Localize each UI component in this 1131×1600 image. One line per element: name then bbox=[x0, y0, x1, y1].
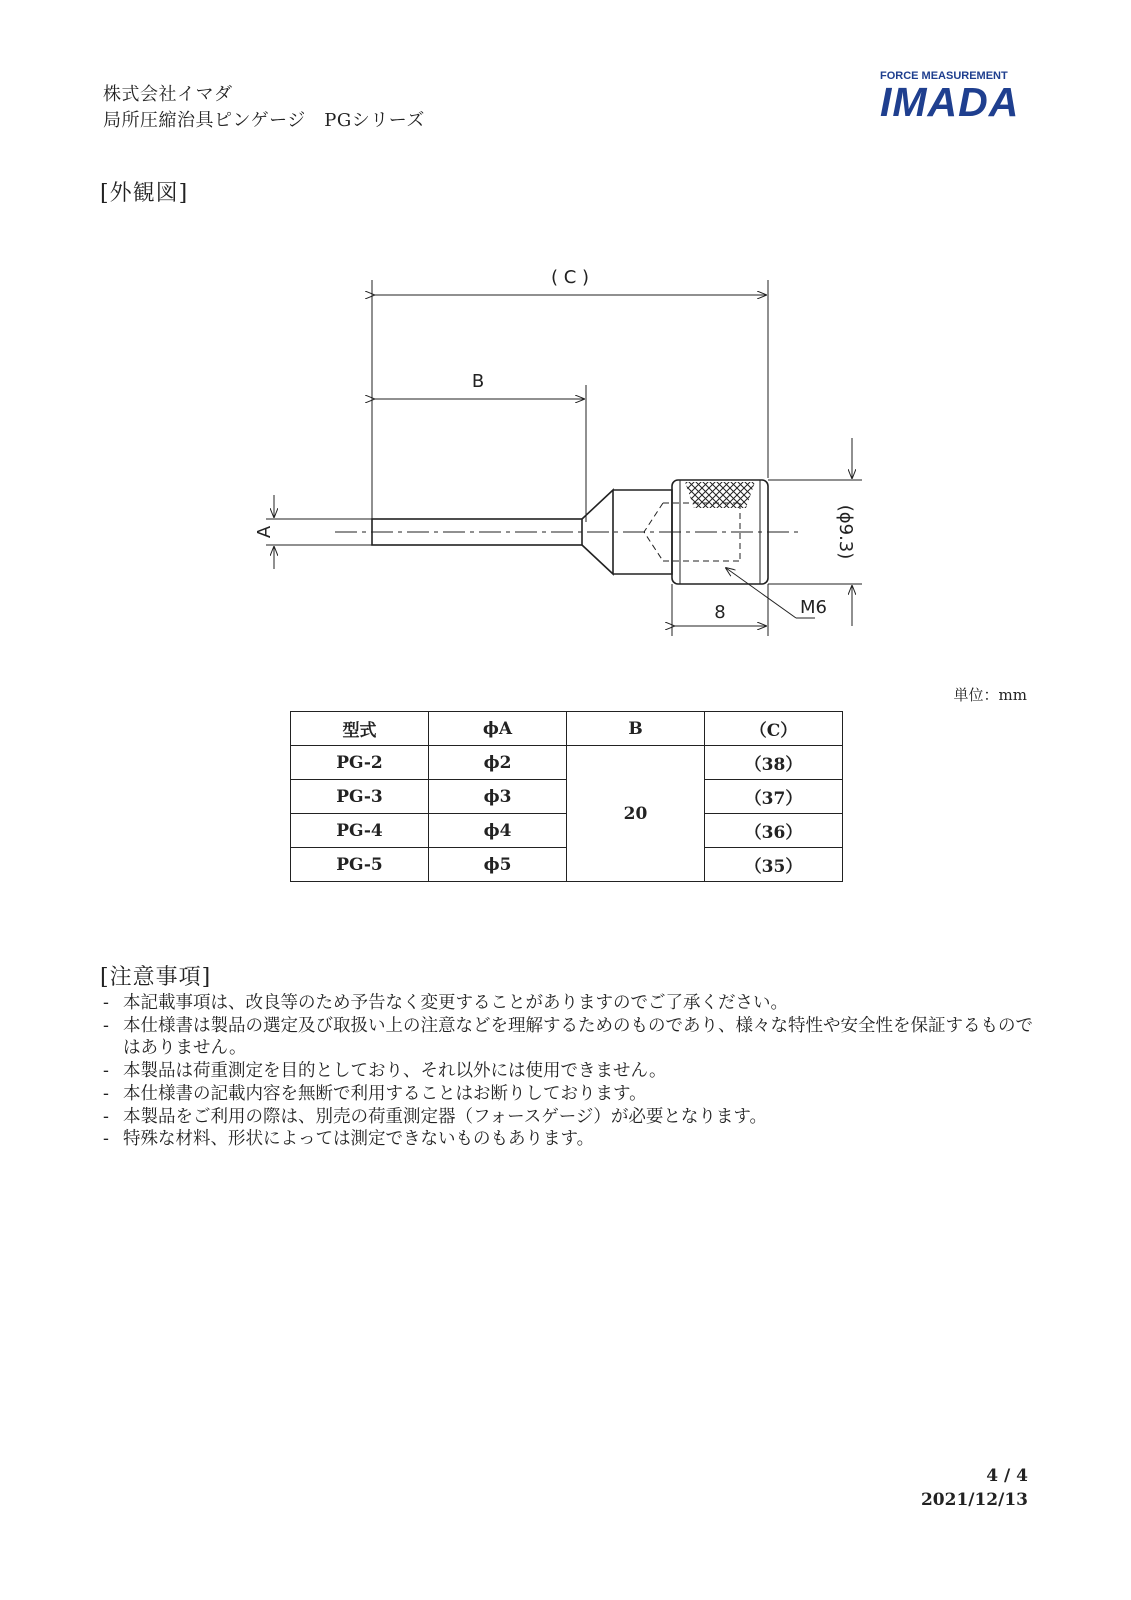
cell-model: PG-4 bbox=[291, 814, 429, 848]
cell-c: （36） bbox=[705, 814, 843, 848]
knurl-pattern bbox=[685, 482, 755, 508]
note-dash: - bbox=[103, 1129, 109, 1150]
note-text: 本仕様書の記載内容を無断で利用することはお断りしております。 bbox=[123, 1083, 647, 1104]
pin-shaft bbox=[372, 519, 582, 545]
section-heading-external-view: [外観図] bbox=[100, 181, 189, 206]
note-item bbox=[103, 1128, 1043, 1151]
cell-model: PG-3 bbox=[291, 780, 429, 814]
section-heading-notes: [注意事項] bbox=[100, 965, 212, 990]
label-m6: M6 bbox=[800, 597, 827, 618]
company-name: 株式会社イマダ bbox=[103, 84, 233, 105]
label-b: B bbox=[471, 371, 485, 392]
note-item bbox=[103, 992, 1043, 1015]
table-header-row bbox=[291, 712, 843, 746]
cell-c: （37） bbox=[705, 780, 843, 814]
cell-model: PG-2 bbox=[291, 746, 429, 780]
note-dash: - bbox=[103, 1106, 109, 1127]
note-dash: - bbox=[103, 1083, 109, 1104]
pin-gauge-drawing bbox=[240, 250, 920, 670]
note-text: 本製品をご利用の際は、別売の荷重測定器（フォースゲージ）が必要となります。 bbox=[123, 1106, 767, 1127]
document-title: 局所圧縮治具ピンゲージ PGシリーズ bbox=[103, 110, 425, 131]
cell-c: （38） bbox=[705, 746, 843, 780]
note-text: 本製品は荷重測定を目的としており、それ以外には使用できません。 bbox=[123, 1061, 667, 1082]
header-model: 型式 bbox=[291, 712, 429, 746]
note-text: 本仕様書は製品の選定及び取扱い上の注意などを理解するためのものであり、様々な特性や安全性を保証するものではありません。 bbox=[123, 1015, 1033, 1059]
cell-model: PG-5 bbox=[291, 848, 429, 882]
document-date: 2021/12/13 bbox=[920, 1490, 1028, 1510]
cell-phi-a: ϕ3 bbox=[429, 780, 567, 814]
note-text: 特殊な材料、形状によっては測定できないものもあります。 bbox=[123, 1129, 595, 1150]
note-dash: - bbox=[103, 993, 109, 1013]
page-number: 4 / 4 bbox=[986, 1466, 1028, 1486]
cell-phi-a: ϕ2 bbox=[429, 746, 567, 780]
leader-m6 bbox=[726, 568, 796, 618]
header-c: （C） bbox=[705, 712, 843, 746]
table-row bbox=[291, 746, 843, 780]
note-dash: - bbox=[103, 1061, 109, 1082]
cell-b-merged: 20 bbox=[567, 746, 705, 882]
label-diameter: (ϕ9.3) bbox=[835, 504, 856, 560]
note-item bbox=[103, 1060, 1043, 1083]
spec-table bbox=[290, 711, 843, 882]
note-dash: - bbox=[103, 1015, 109, 1036]
label-c: ( C ) bbox=[550, 267, 590, 288]
label-8: 8 bbox=[714, 602, 726, 623]
cell-phi-a: ϕ4 bbox=[429, 814, 567, 848]
cell-phi-a: ϕ5 bbox=[429, 848, 567, 882]
header-phi-a: ϕA bbox=[429, 712, 567, 746]
note-text: 本記載事項は、改良等のため予告なく変更することがありますのでご了承ください。 bbox=[123, 993, 788, 1013]
note-item bbox=[103, 1106, 1043, 1129]
notes-list bbox=[103, 992, 1043, 1151]
note-item bbox=[103, 1015, 1043, 1060]
imada-logo bbox=[880, 70, 1026, 125]
logo-tagline: FORCE MEASUREMENT bbox=[880, 70, 1008, 82]
unit-label: 単位：mm bbox=[953, 686, 1027, 704]
cell-c: （35） bbox=[705, 848, 843, 882]
note-item bbox=[103, 1083, 1043, 1106]
logo-wordmark: IMADA bbox=[880, 79, 1020, 125]
label-a: A bbox=[254, 525, 275, 539]
header-b: B bbox=[567, 712, 705, 746]
